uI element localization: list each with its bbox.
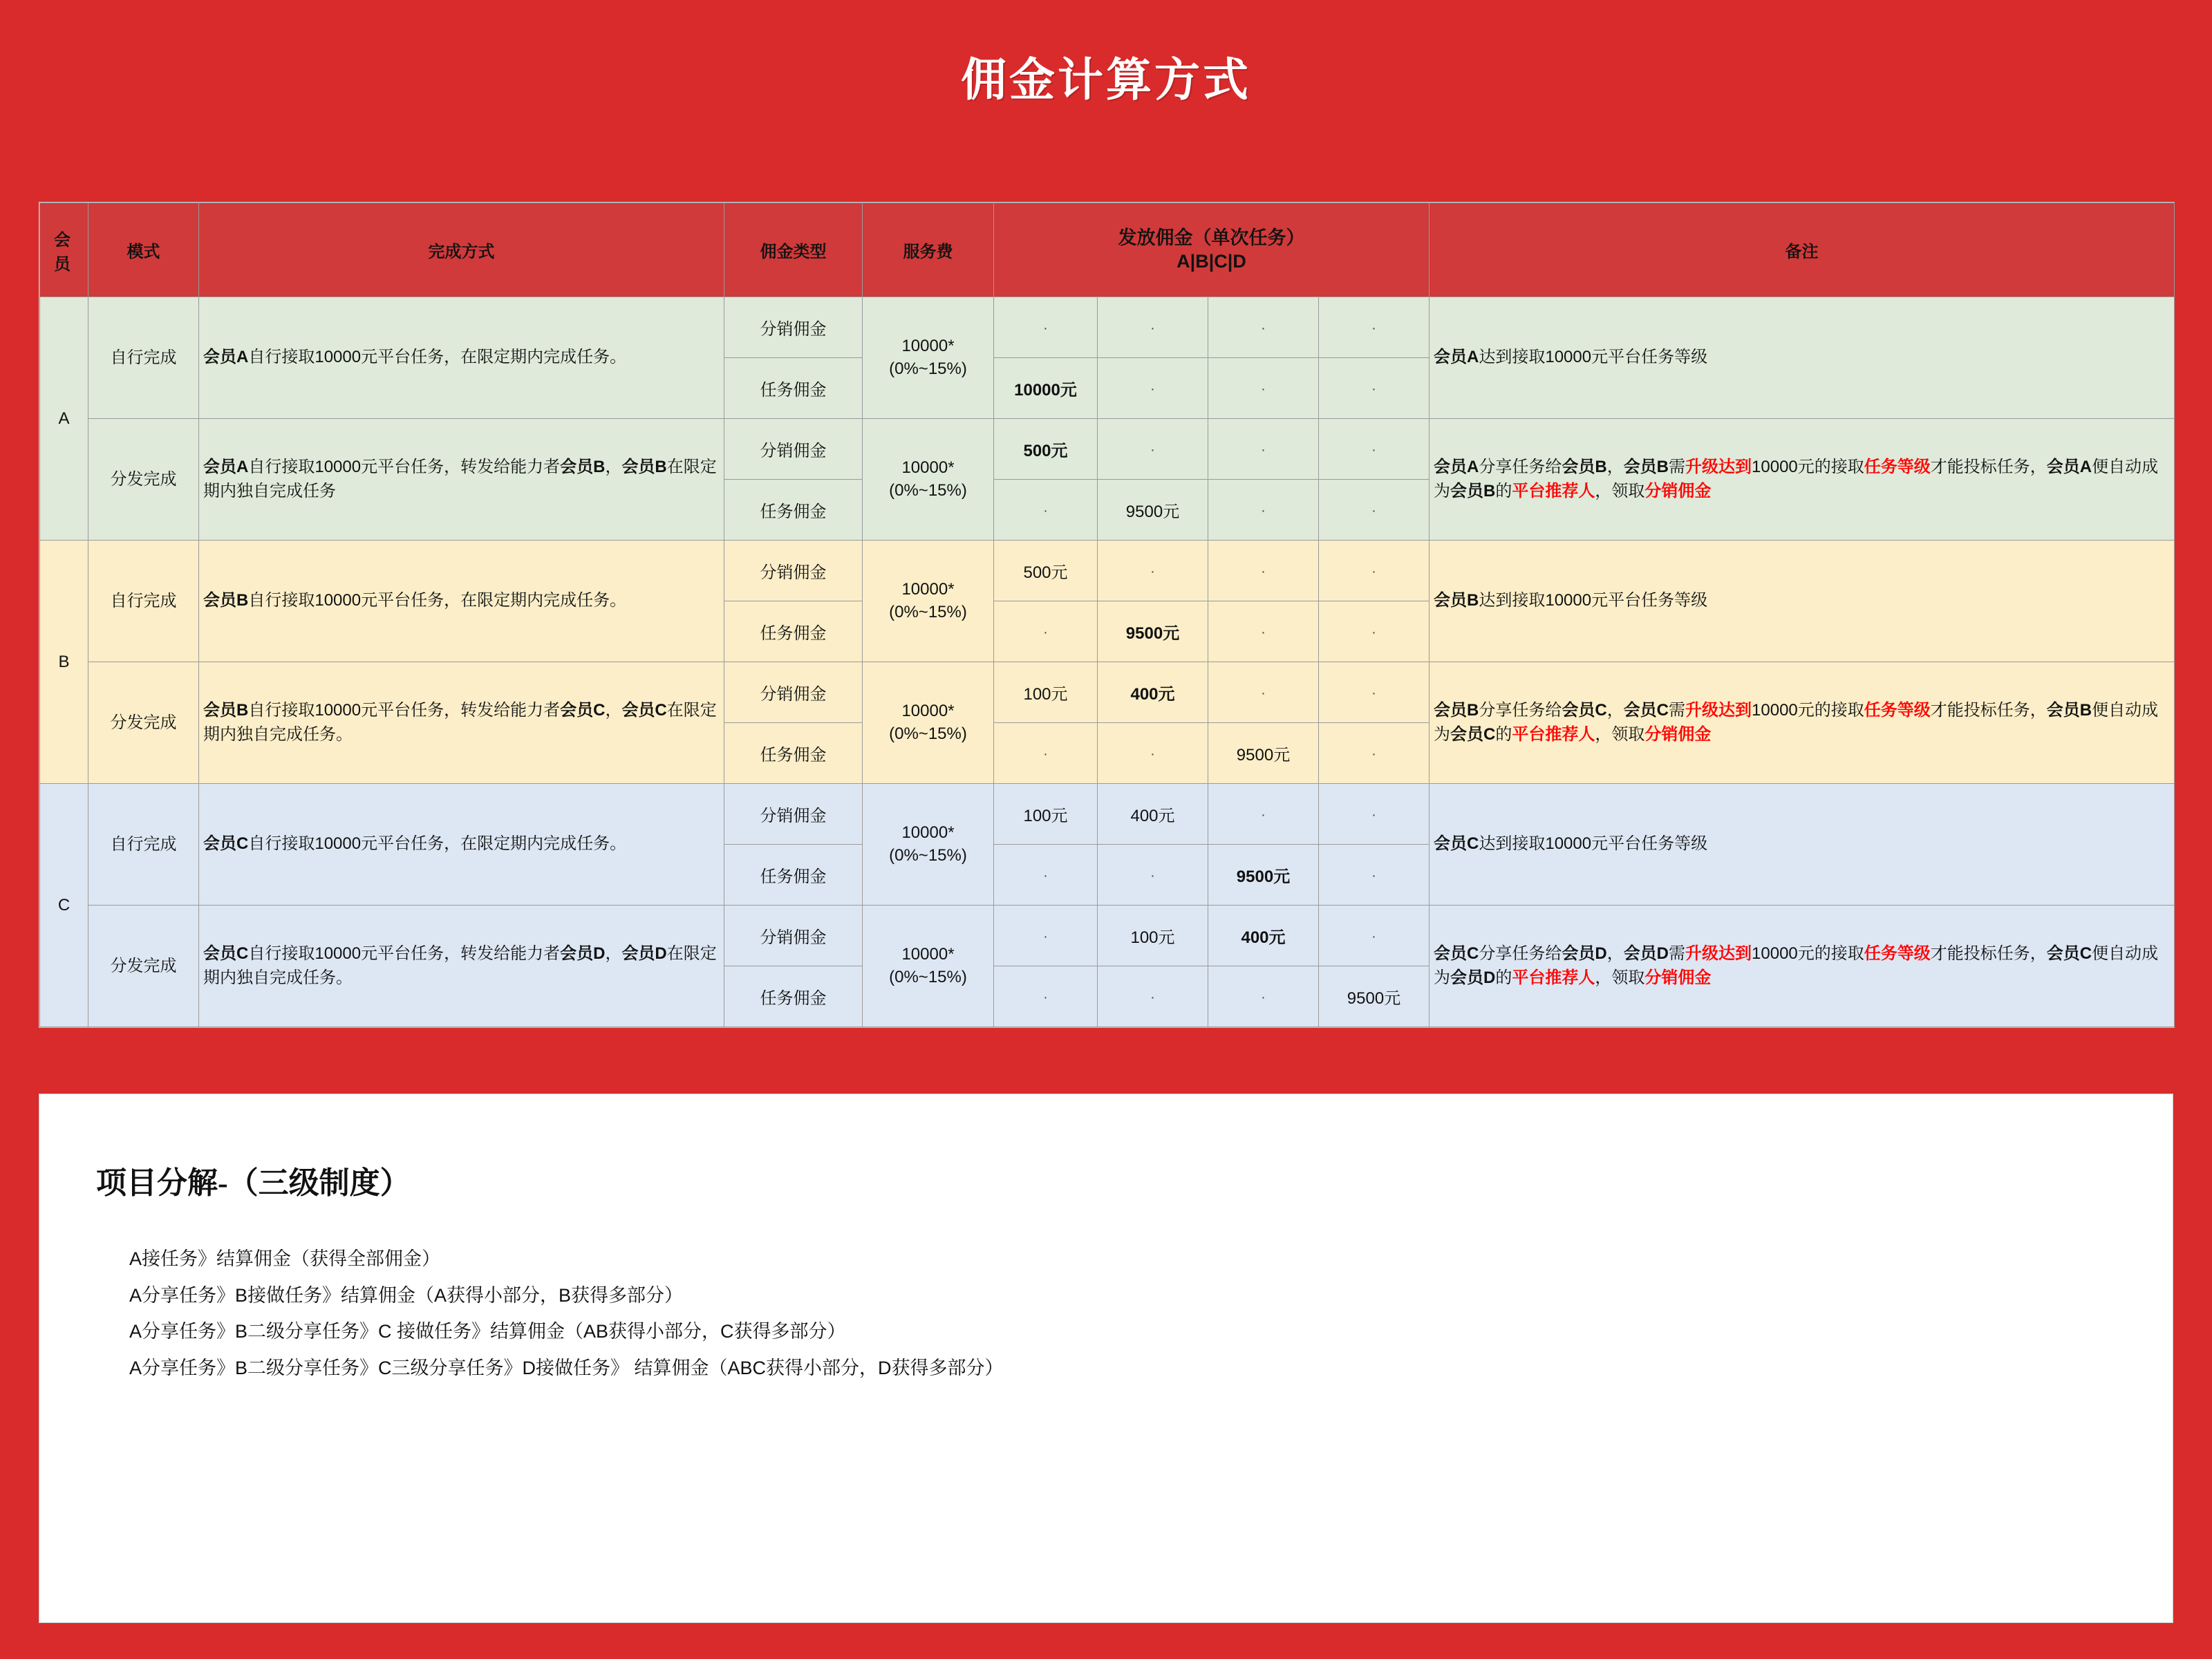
payout-cell: · xyxy=(1319,480,1430,541)
service-fee-cell: 10000* (0%~15%) xyxy=(863,419,994,541)
payout-cell: 400元 xyxy=(1208,906,1319,966)
header-payout-sub: A|B|C|D xyxy=(1177,250,1246,272)
payout-cell: 500元 xyxy=(994,541,1098,601)
commission-type-cell: 任务佣金 xyxy=(724,845,863,906)
howto-cell: 会员B自行接取10000元平台任务，转发给能力者会员C，会员C在限定期内独自完成任务。 xyxy=(199,662,724,784)
payout-cell: · xyxy=(994,845,1098,906)
payout-cell: 100元 xyxy=(1098,906,1208,966)
payout-cell: 400元 xyxy=(1098,662,1208,723)
member-cell: B xyxy=(40,541,88,784)
member-cell: A xyxy=(40,297,88,541)
commission-type-cell: 分销佣金 xyxy=(724,297,863,358)
note-cell: 会员C达到接取10000元平台任务等级 xyxy=(1430,784,2175,906)
service-fee-cell: 10000* (0%~15%) xyxy=(863,662,994,784)
payout-cell: 500元 xyxy=(994,419,1098,480)
table-header xyxy=(40,203,2175,297)
service-fee-cell: 10000* (0%~15%) xyxy=(863,541,994,662)
table-row xyxy=(40,541,2175,601)
payout-cell: 100元 xyxy=(994,662,1098,723)
mode-cell: 自行完成 xyxy=(88,541,199,662)
howto-cell: 会员B自行接取10000元平台任务，在限定期内完成任务。 xyxy=(199,541,724,662)
payout-cell: · xyxy=(1098,297,1208,358)
note-cell: 会员B分享任务给会员C，会员C需升级达到10000元的接取任务等级才能投标任务，会员B便自动成为会员C的平台推荐人，领取分销佣金 xyxy=(1430,662,2175,784)
payout-cell: · xyxy=(994,601,1098,662)
breakdown-line: A分享任务》B二级分享任务》C三级分享任务》D接做任务》 结算佣金（ABC获得小部分，D获得多部分） xyxy=(129,1357,1004,1378)
payout-cell: · xyxy=(1098,541,1208,601)
payout-cell: · xyxy=(1208,541,1319,601)
table-row xyxy=(40,662,2175,723)
breakdown-title: 项目分解-（三级制度） xyxy=(96,1166,411,1200)
commission-table-container xyxy=(39,202,2175,1028)
payout-cell: · xyxy=(1098,723,1208,784)
commission-type-cell: 分销佣金 xyxy=(724,906,863,966)
note-cell: 会员A达到接取10000元平台任务等级 xyxy=(1430,297,2175,419)
payout-cell: · xyxy=(1208,662,1319,723)
payout-cell: · xyxy=(1319,906,1430,966)
payout-cell: · xyxy=(1319,845,1430,906)
payout-cell: · xyxy=(1098,966,1208,1027)
payout-cell: · xyxy=(1208,297,1319,358)
payout-cell: 9500元 xyxy=(1208,845,1319,906)
commission-type-cell: 任务佣金 xyxy=(724,601,863,662)
header-service-fee: 服务费 xyxy=(863,203,994,297)
table-body xyxy=(40,297,2175,1027)
mode-cell: 分发完成 xyxy=(88,419,199,541)
payout-cell: · xyxy=(1319,662,1430,723)
header-mode: 模式 xyxy=(88,203,199,297)
payout-cell: · xyxy=(994,297,1098,358)
commission-type-cell: 任务佣金 xyxy=(724,358,863,419)
payout-cell: · xyxy=(1208,419,1319,480)
howto-cell: 会员C自行接取10000元平台任务，转发给能力者会员D，会员D在限定期内独自完成任务。 xyxy=(199,906,724,1027)
payout-cell: · xyxy=(1098,358,1208,419)
payout-cell: 9500元 xyxy=(1319,966,1430,1027)
table-row xyxy=(40,297,2175,358)
payout-cell: · xyxy=(1319,419,1430,480)
payout-cell: · xyxy=(1319,358,1430,419)
breakdown-line: A分享任务》B接做任务》结算佣金（A获得小部分，B获得多部分） xyxy=(129,1284,684,1306)
commission-type-cell: 任务佣金 xyxy=(724,966,863,1027)
howto-cell: 会员A自行接取10000元平台任务，在限定期内完成任务。 xyxy=(199,297,724,419)
mode-cell: 分发完成 xyxy=(88,906,199,1027)
howto-cell: 会员A自行接取10000元平台任务，转发给能力者会员B，会员B在限定期内独自完成任务 xyxy=(199,419,724,541)
table-row xyxy=(40,784,2175,845)
service-fee-cell: 10000* (0%~15%) xyxy=(863,906,994,1027)
page-title: 佣金计算方式 xyxy=(961,55,1251,106)
payout-cell: · xyxy=(1319,297,1430,358)
table-row xyxy=(40,906,2175,966)
payout-cell: · xyxy=(1208,480,1319,541)
payout-cell: · xyxy=(1319,723,1430,784)
commission-type-cell: 任务佣金 xyxy=(724,723,863,784)
service-fee-cell: 10000* (0%~15%) xyxy=(863,784,994,906)
payout-cell: 400元 xyxy=(1098,784,1208,845)
table-row xyxy=(40,419,2175,480)
header-howto: 完成方式 xyxy=(199,203,724,297)
header-payout-main: 发放佣金（单次任务） xyxy=(1118,227,1305,248)
payout-cell: · xyxy=(994,480,1098,541)
breakdown-line: A接任务》结算佣金（获得全部佣金） xyxy=(129,1248,441,1269)
payout-cell: 100元 xyxy=(994,784,1098,845)
payout-cell: · xyxy=(1319,541,1430,601)
commission-type-cell: 任务佣金 xyxy=(724,480,863,541)
payout-cell: · xyxy=(1208,784,1319,845)
payout-cell: 9500元 xyxy=(1098,601,1208,662)
commission-type-cell: 分销佣金 xyxy=(724,541,863,601)
commission-type-cell: 分销佣金 xyxy=(724,784,863,845)
payout-cell: · xyxy=(1208,358,1319,419)
payout-cell: · xyxy=(1208,601,1319,662)
commission-type-cell: 分销佣金 xyxy=(724,662,863,723)
payout-cell: · xyxy=(994,723,1098,784)
note-cell: 会员B达到接取10000元平台任务等级 xyxy=(1430,541,2175,662)
payout-cell: · xyxy=(1098,845,1208,906)
mode-cell: 自行完成 xyxy=(88,297,199,419)
payout-cell: · xyxy=(994,906,1098,966)
mode-cell: 分发完成 xyxy=(88,662,199,784)
mode-cell: 自行完成 xyxy=(88,784,199,906)
payout-cell: · xyxy=(994,966,1098,1027)
payout-cell: 10000元 xyxy=(994,358,1098,419)
header-payout xyxy=(994,203,1430,297)
header-commission-type: 佣金类型 xyxy=(724,203,863,297)
member-cell: C xyxy=(40,784,88,1027)
payout-cell: · xyxy=(1098,419,1208,480)
breakdown-line: A分享任务》B二级分享任务》C 接做任务》结算佣金（AB获得小部分，C获得多部分） xyxy=(129,1321,846,1342)
header-note: 备注 xyxy=(1430,203,2175,297)
commission-type-cell: 分销佣金 xyxy=(724,419,863,480)
service-fee-cell: 10000* (0%~15%) xyxy=(863,297,994,419)
payout-cell: 9500元 xyxy=(1208,723,1319,784)
payout-cell: · xyxy=(1319,601,1430,662)
commission-table xyxy=(39,203,2175,1027)
breakdown-lines xyxy=(129,1241,2173,1387)
howto-cell: 会员C自行接取10000元平台任务，在限定期内完成任务。 xyxy=(199,784,724,906)
note-cell: 会员C分享任务给会员D，会员D需升级达到10000元的接取任务等级才能投标任务，会员C便自动成为会员D的平台推荐人，领取分销佣金 xyxy=(1430,906,2175,1027)
header-member: 会员 xyxy=(40,203,88,297)
note-cell: 会员A分享任务给会员B，会员B需升级达到10000元的接取任务等级才能投标任务，会员A便自动成为会员B的平台推荐人，领取分销佣金 xyxy=(1430,419,2175,541)
payout-cell: · xyxy=(1208,966,1319,1027)
payout-cell: 9500元 xyxy=(1098,480,1208,541)
payout-cell: · xyxy=(1319,784,1430,845)
project-breakdown-panel xyxy=(39,1094,2173,1623)
